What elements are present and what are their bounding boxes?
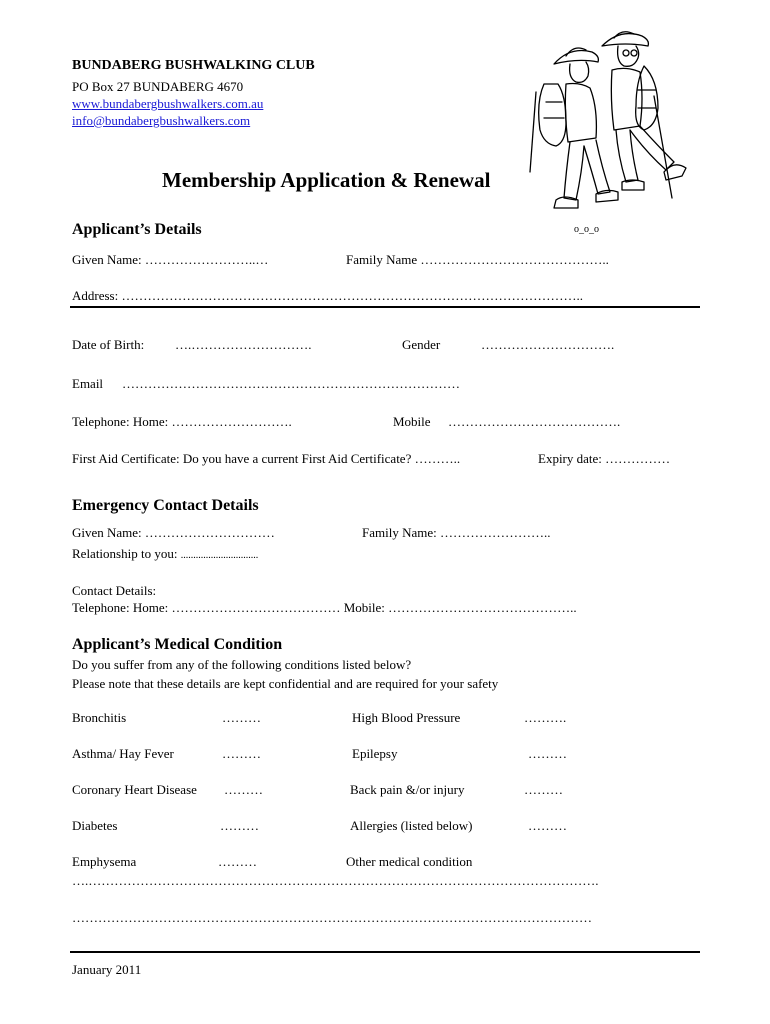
condition-label: Emphysema — [72, 854, 137, 869]
relationship-dots: ............................... — [180, 550, 259, 561]
condition-label: Back pain &/or injury — [350, 782, 465, 797]
condition-label: Asthma/ Hay Fever — [72, 746, 174, 761]
mobile-field[interactable]: …………………………………. — [448, 414, 621, 429]
first-aid-question[interactable]: First Aid Certificate: Do you have a current First Aid Certificate? ……….. — [72, 451, 461, 466]
page-title: Membership Application & Renewal — [162, 168, 491, 192]
emergency-contact-heading: Emergency Contact Details — [72, 497, 259, 514]
address-field[interactable]: Address: …………………………………………………………………………………………….. — [72, 288, 583, 303]
gender-label: Gender — [402, 337, 441, 352]
emergency-telephone-field[interactable]: Telephone: Home: ………………………………… Mobile: …………………………………….. — [72, 600, 577, 615]
medical-question: Do you suffer from any of the following conditions listed below? — [72, 657, 412, 672]
relationship-label: Relationship to you: — [72, 546, 178, 561]
condition-label: Allergies (listed below) — [350, 818, 473, 833]
mobile-label: Mobile — [393, 414, 431, 429]
other-condition-line[interactable]: ….………………………………………………………………………………………………………. — [72, 873, 599, 888]
condition-answer[interactable]: ……… — [222, 746, 261, 761]
condition-label: Other medical condition — [346, 854, 473, 869]
other-condition-line[interactable]: ………………………………………………………………………………………………………… — [72, 910, 592, 925]
expiry-date-field[interactable]: Expiry date: …………… — [538, 451, 671, 466]
section-divider — [70, 306, 700, 308]
website-link[interactable]: www.bundabergbushwalkers.com.au — [72, 96, 264, 111]
email-label: Email — [72, 376, 104, 391]
dob-field[interactable]: ….………………………. — [175, 337, 312, 352]
condition-answer[interactable]: ……… — [528, 746, 567, 761]
gender-field[interactable]: …………………………. — [481, 337, 615, 352]
medical-condition-heading: Applicant’s Medical Condition — [72, 636, 283, 653]
club-address: PO Box 27 BUNDABERG 4670 — [72, 79, 244, 94]
condition-answer[interactable]: ……… — [528, 818, 567, 833]
email-link[interactable]: info@bundabergbushwalkers.com — [72, 113, 251, 128]
given-name-field[interactable]: Given Name: ……………………..… — [72, 252, 269, 267]
emergency-family-name-field[interactable]: Family Name: …………………….. — [362, 525, 551, 540]
condition-answer[interactable]: ……… — [222, 710, 261, 725]
family-name-field[interactable]: Family Name …………………………………….. — [346, 252, 609, 267]
condition-answer[interactable]: ……… — [220, 818, 259, 833]
map-label: o_o_o — [574, 224, 599, 235]
email-field[interactable]: …………………………………………………………………… — [122, 376, 460, 391]
condition-answer[interactable]: ……… — [218, 854, 257, 869]
contact-details-label: Contact Details: — [72, 583, 157, 598]
condition-label: Coronary Heart Disease — [72, 782, 197, 797]
condition-answer[interactable]: ………. — [524, 710, 567, 725]
hikers-illustration-icon — [526, 22, 696, 244]
footer-date: January 2011 — [72, 962, 142, 977]
condition-answer[interactable]: ……… — [224, 782, 263, 797]
medical-note: Please note that these details are kept confidential and are required for your safety — [72, 676, 499, 691]
condition-label: Bronchitis — [72, 710, 127, 725]
condition-answer[interactable]: ……… — [524, 782, 563, 797]
relationship-field[interactable] — [72, 546, 258, 562]
applicant-details-heading: Applicant’s Details — [72, 221, 202, 238]
condition-label: High Blood Pressure — [352, 710, 461, 725]
condition-label: Epilepsy — [352, 746, 398, 761]
home-telephone-field[interactable]: Telephone: Home: ………………………. — [72, 414, 292, 429]
club-name: BUNDABERG BUSHWALKING CLUB — [72, 58, 315, 73]
footer-divider — [70, 951, 700, 953]
emergency-given-name-field[interactable]: Given Name: ………………………… — [72, 525, 275, 540]
condition-label: Diabetes — [72, 818, 118, 833]
dob-label: Date of Birth: — [72, 337, 145, 352]
